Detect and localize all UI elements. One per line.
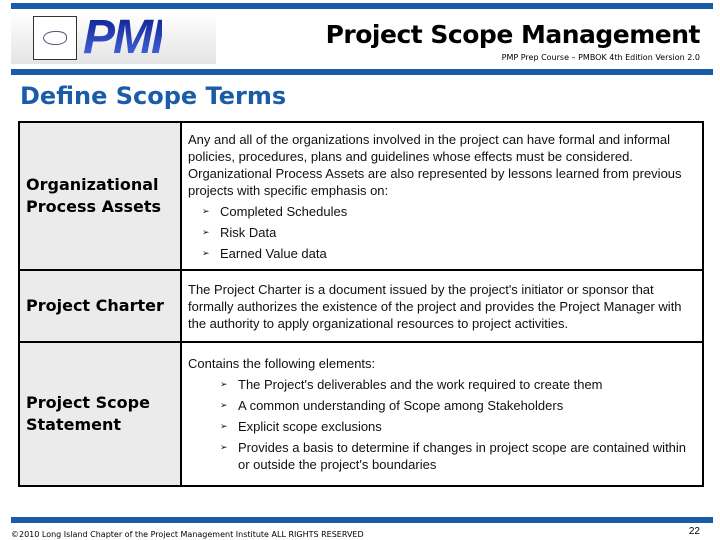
header-top-bar	[11, 3, 713, 9]
definition-cell	[181, 342, 703, 486]
slide-subtitle: PMP Prep Course – PMBOK 4th Edition Version 2.0	[501, 53, 700, 62]
list-item: ➢ Earned Value data	[188, 245, 696, 262]
term-label: Statement	[26, 415, 122, 434]
definition-text: The Project Charter is a document issued by the project's initiator or sponsor that formally authorizes the existence of the project and provides the Project Manager with the authority to apply organizational resources to project activities.	[188, 281, 682, 331]
header-bottom-bar	[11, 69, 713, 75]
slide-title: Project Scope Management	[325, 20, 700, 49]
term-cell	[19, 122, 181, 270]
table-row	[19, 342, 703, 486]
chapter-seal	[33, 16, 77, 60]
term-label: Project Scope	[26, 393, 150, 412]
list-item: ➢ A common understanding of Scope among Stakeholders	[188, 397, 696, 414]
definition-cell	[181, 122, 703, 270]
bullet-list	[188, 376, 696, 473]
terms-table	[18, 121, 704, 487]
definition-text: Contains the following elements:	[188, 356, 376, 371]
list-item: ➢ Risk Data	[188, 224, 696, 241]
footer-bar	[11, 517, 713, 523]
pmi-logo-text: PMI	[83, 11, 163, 64]
buffalo-icon	[43, 31, 67, 45]
definition-cell	[181, 270, 703, 342]
list-item: ➢ Completed Schedules	[188, 203, 696, 220]
term-label: Process Assets	[26, 197, 162, 216]
list-item: ➢ The Project's deliverables and the work required to create them	[188, 376, 696, 393]
list-item: ➢ Provides a basis to determine if changes in project scope are contained within or outside the project's boundaries	[188, 439, 696, 473]
definition-text: Any and all of the organizations involved in the project can have formal and informal policies, procedures, plans and guidelines whose effects must be considered. Organizational Process Assets are also represented by lessons learned from previous projects with specific emphasis on:	[188, 131, 682, 198]
list-item: ➢ Explicit scope exclusions	[188, 418, 696, 435]
term-cell	[19, 342, 181, 486]
table-row	[19, 270, 703, 342]
term-label: Project Charter	[26, 296, 164, 315]
term-cell	[19, 270, 181, 342]
pmi-logo	[11, 12, 216, 64]
copyright-text: ©2010 Long Island Chapter of the Project Management Institute ALL RIGHTS RESERVED	[11, 530, 364, 539]
page-number: 22	[688, 526, 700, 537]
term-label: Organizational	[26, 175, 159, 194]
bullet-list	[188, 203, 696, 262]
section-heading: Define Scope Terms	[20, 82, 287, 110]
table-row	[19, 122, 703, 270]
